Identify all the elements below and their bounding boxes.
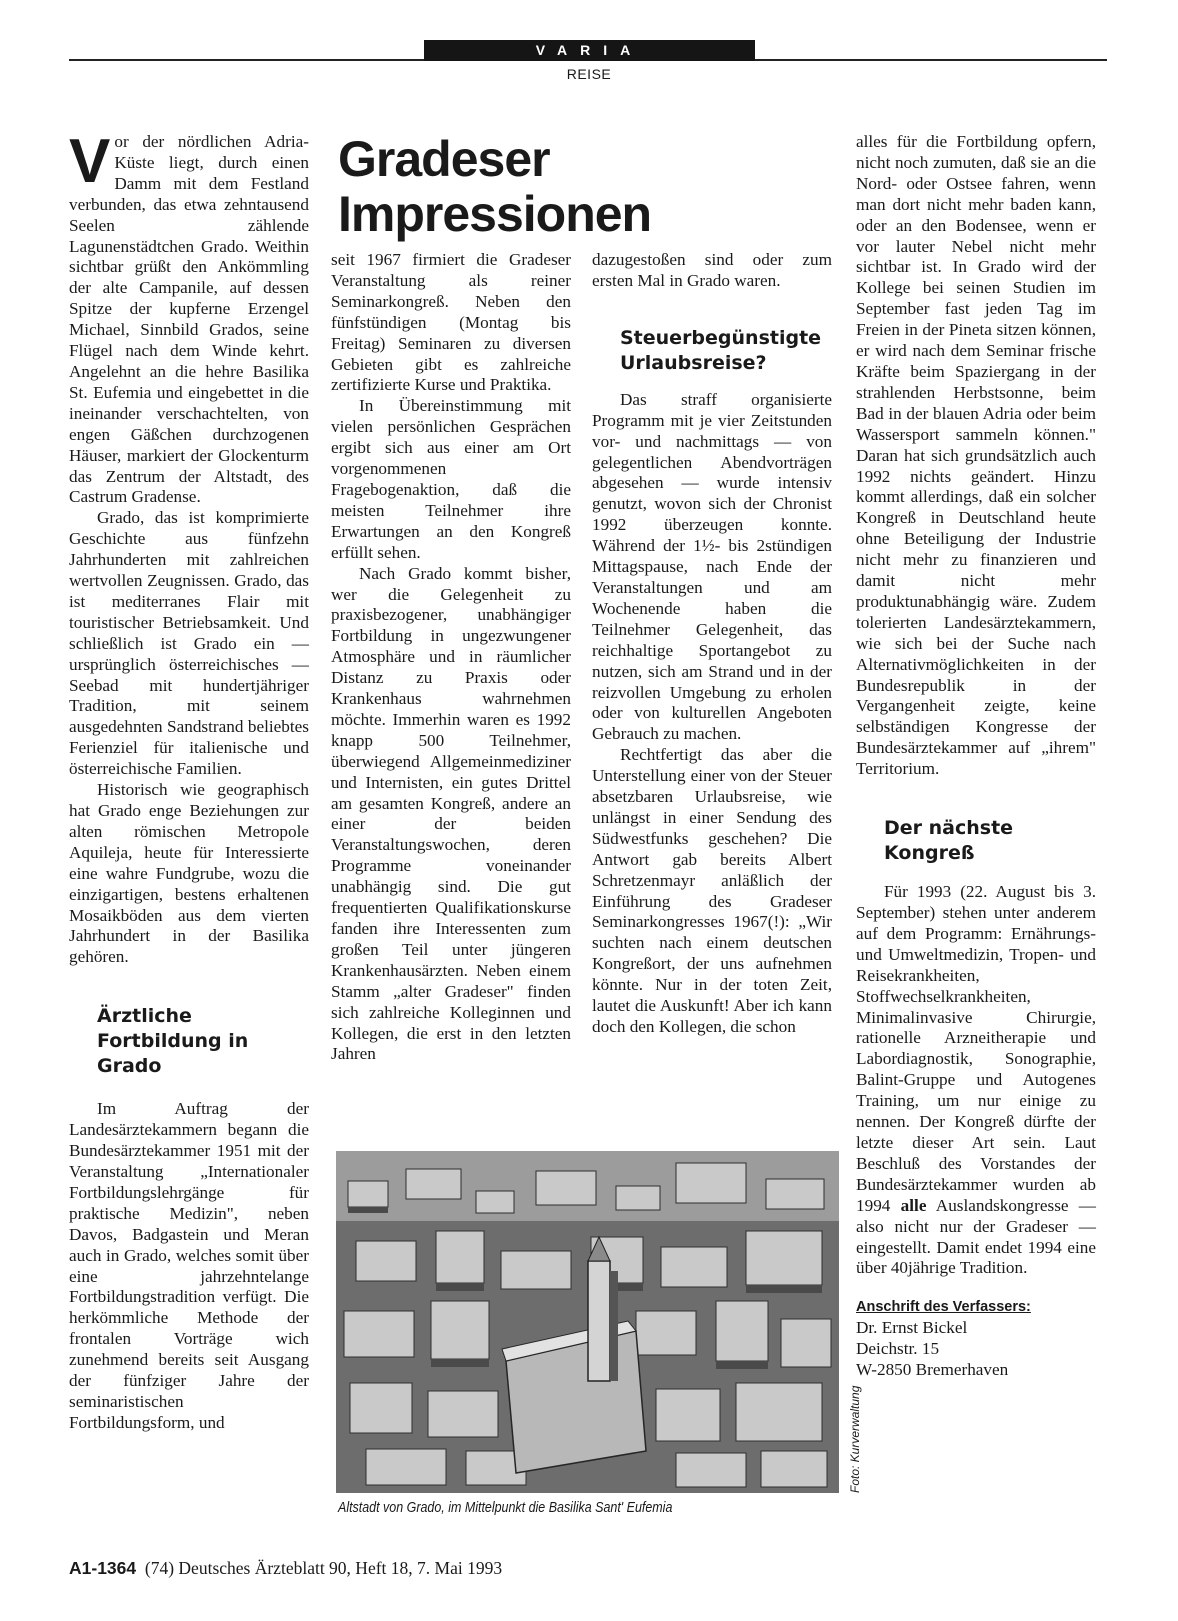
header-rule-right	[755, 59, 1107, 61]
subheading-kongress: Der nächste Kongreß	[884, 817, 1014, 865]
aerial-photo-illustration	[336, 1151, 839, 1493]
article-column-1	[69, 127, 309, 1434]
paragraph: alles für die Fortbildung opfern, nicht noch zumuten, daß sie an die Nord- oder Ostsee fahren, wenn man dort nicht mehr baden kann, oder an den Bodensee, wenn er vor lauter Nebel nicht mehr sichtbar ist. In Grado wird der Kollege bei seinen Studien im September fast jeden Tag im Freien in der Pineta sitzen können, er wird nach dem Seminar frische Kräfte beim Spaziergang in der strahlenden Herbstsonne, beim Bad in der blauen Adria oder beim Wassersport sammeln können." Daran hat sich grundsätzlich auch 1992 nichts geändert. Hinzu kommt allerdings, daß ein solcher Kongreß in Deutschland heute ohne Beteiligung der Industrie nicht mehr zu finanzieren und damit nicht mehr produktunabhängig wäre. Zudem tolerierten Landesärztekammern, wie sich bei der Suche nach Alternativmöglichkeiten in der Bundesrepublik in der Vergangenheit zeigte, keine selbständigen Kongresse der Bundesärztekammer auf „ihrem" Territorium.	[856, 132, 1096, 779]
address-name: Dr. Ernst Bickel	[856, 1318, 968, 1338]
drop-cap: V	[69, 127, 111, 196]
section-label: REISE	[566, 66, 612, 82]
subheading-fortbildung: Ärztliche Fortbildung in Grado	[97, 1005, 249, 1078]
publication-info: (74) Deutsches Ärzteblatt 90, Heft 18, 7. Mai 1993	[144, 1558, 503, 1578]
paragraph: seit 1967 firmiert die Gradeser Veranstaltung als reiner Seminarkongreß. Neben den fünfstündigen (Montag bis Freitag) Seminaren zu diversen Gebieten gibt es zahlreiche zertifizierte Kurse und Praktika.	[331, 250, 571, 395]
paragraph: Das straff organisierte Programm mit je vier Zeitstunden vor- und nachmittags — von gelegentlichen Abendvorträgen abgesehen — wurde intensiv genutzt, wovon sich der Chronist 1992 überzeugen konnte. Während der 1½- bis 2stündigen Mittagspause, nach Ende der Veranstaltungen und am Wochenende haben die Teilnehmer Gelegenheit, das reichhaltige Sportangebot zu nutzen, sich am Strand und in der reizvollen Umgebung zu erholen oder von kulturellen Angeboten Gebrauch zu machen.	[592, 389, 832, 744]
article-headline: Gradeser Impressionen	[338, 131, 652, 242]
subheading-steuer: Steuerbegünstigte Urlaubsreise?	[620, 326, 822, 374]
header-rule-left	[69, 59, 424, 61]
photo-caption: Altstadt von Grado, im Mittelpunkt die Basilika Sant' Eufemia	[338, 1500, 673, 1516]
address-street: Deichstr. 15	[856, 1339, 940, 1359]
article-column-3	[592, 250, 832, 1038]
paragraph: Historisch wie geographisch hat Grado enge Beziehungen zur alten römischen Metropole Aquileja, heute für Interessierte eine wahre Fundgrube, wozu die einzigartigen, bestens erhaltenen Mosaikböden aus dem vierten Jahrhundert in der Basilika gehören.	[69, 780, 309, 967]
article-column-2	[331, 250, 571, 1065]
paragraph: Nach Grado kommt bisher, wer die Gelegenheit zu praxisbezogener, unabhängiger Fortbildung in ungezwungener Atmosphäre und in räumlicher Distanz zu Praxis oder Krankenhaus wahrnehmen möchte. Immerhin waren es 1992 knapp 500 Teilnehmer, überwiegend Allgemeinmediziner und Internisten, ein gutes Drittel am gesamten Kongreß, andere an einer der beiden Veranstaltungswochen, deren Programme voneinander unabhängig sind. Die gut frequentierten Qualifikationskurse fanden ihre Interessenten zum großen Teil unter jüngeren Krankenhausärzten. Neben einem Stamm „alter Gradeser" finden sich zahlreiche Kolleginnen und Kollegen, die erst in den letzten Jahren	[331, 563, 571, 1064]
address-label: Anschrift des Verfassers:	[856, 1299, 1031, 1316]
paragraph: Grado, das ist komprimierte Geschichte aus fünfzehn Jahrhunderten mit zahlreichen wertvollen Zeugnissen. Grado, das ist mediterranes Flair mit touristischer Betriebsamkeit. Und schließlich ist Grado ein — ursprünglich österreichisches — Seebad mit hundertjähriger Tradition, mit seinem ausgedehnten Sandstrand beliebtes Ferienziel für italienische und österreichische Familien.	[69, 508, 309, 779]
page-code: A1-1364	[69, 1558, 137, 1578]
lead-paragraph: Vor der nördlichen Adria-Küste liegt, durch einen Damm mit dem Festland verbunden, das etwa zehntausend Seelen zählende Lagunenstädtchen Grado. Weithin sichtbar grüßt den Ankömmling der alte Campanile, auf dessen Spitze der kupferne Erzengel Michael, Sinnbild Grados, seine Flügel nach dem Winde kehrt. Angelehnt an die hehre Basilika St. Eufemia und eingebettet in die ineinander verschachtelten, von engen Gäßchen durchzogenen Häuser, markiert der Glockenturm das Zentrum der Altstadt, des Castrum Gradense.	[69, 127, 309, 507]
paragraph: In Übereinstimmung mit vielen persönlichen Gesprächen ergibt sich aus einer am Ort vorgenommenen Fragebogenaktion, daß die meisten Teilnehmer ihre Erwartungen an den Kongreß erfüllt sehen.	[331, 396, 571, 562]
paragraph: Im Auftrag der Landesärztekammern begann die Bundesärztekammer 1951 mit der Veranstaltung „Internationaler Fortbildungslehrgänge für praktische Medizin", neben Davos, Badgastein und Meran auch in Grado, welches somit über eine jahrzehntelange Fortbildungstradition verfügt. Die herkömmliche Methode der frontalen Vorträge wich zunehmend bereits seit Ausgang der fünfziger Jahre der seminaristischen Fortbildungsform, und	[69, 1099, 309, 1432]
paragraph: Für 1993 (22. August bis 3. September) stehen unter anderem auf dem Programm: Ernährungs- und Umweltmedizin, Tropen- und Reisekrankheiten, Stoffwechselkrankheiten, Minimalinvasive Chirurgie, rationelle Arzneitherapie und Labordiagnostik, Sonographie, Balint-Gruppe und Autogenes Training, um nur einige zu nennen. Der Kongreß dürfte der letzte dieser Art sein. Laut Beschluß des Vorstandes der Bundesärztekammer wurden ab 1994 alle Auslandskongresse — also nicht nur der Gradeser — eingestellt. Damit endet 1994 eine über 40jährige Tradition.	[856, 882, 1096, 1278]
paragraph: Rechtfertigt das aber die Unterstellung einer von der Steuer absetzbaren Urlaubsreise, wie unlängst in einer Sendung des Südwestfunks geschehen? Die Antwort gab bereits Albert Schretzenmayr anläßlich der Einführung des Gradeser Seminarkongresses 1967(!): „Wir suchten nach einem deutschen Kongreßort, der uns aufnehmen könnte. Nur in der toten Zeit, lautet die Auskunft! Aber ich kann doch den Kollegen, die schon	[592, 745, 832, 1036]
address-city: W-2850 Bremerhaven	[856, 1360, 1009, 1380]
section-banner: VARIA	[424, 40, 755, 61]
photo-credit: Foto: Kurverwaltung	[848, 1385, 862, 1493]
article-column-4	[856, 132, 1096, 1380]
paragraph: dazugestoßen sind oder zum ersten Mal in Grado waren.	[592, 250, 832, 290]
page-footer	[69, 1558, 502, 1579]
aerial-photo-grado	[336, 1151, 839, 1493]
